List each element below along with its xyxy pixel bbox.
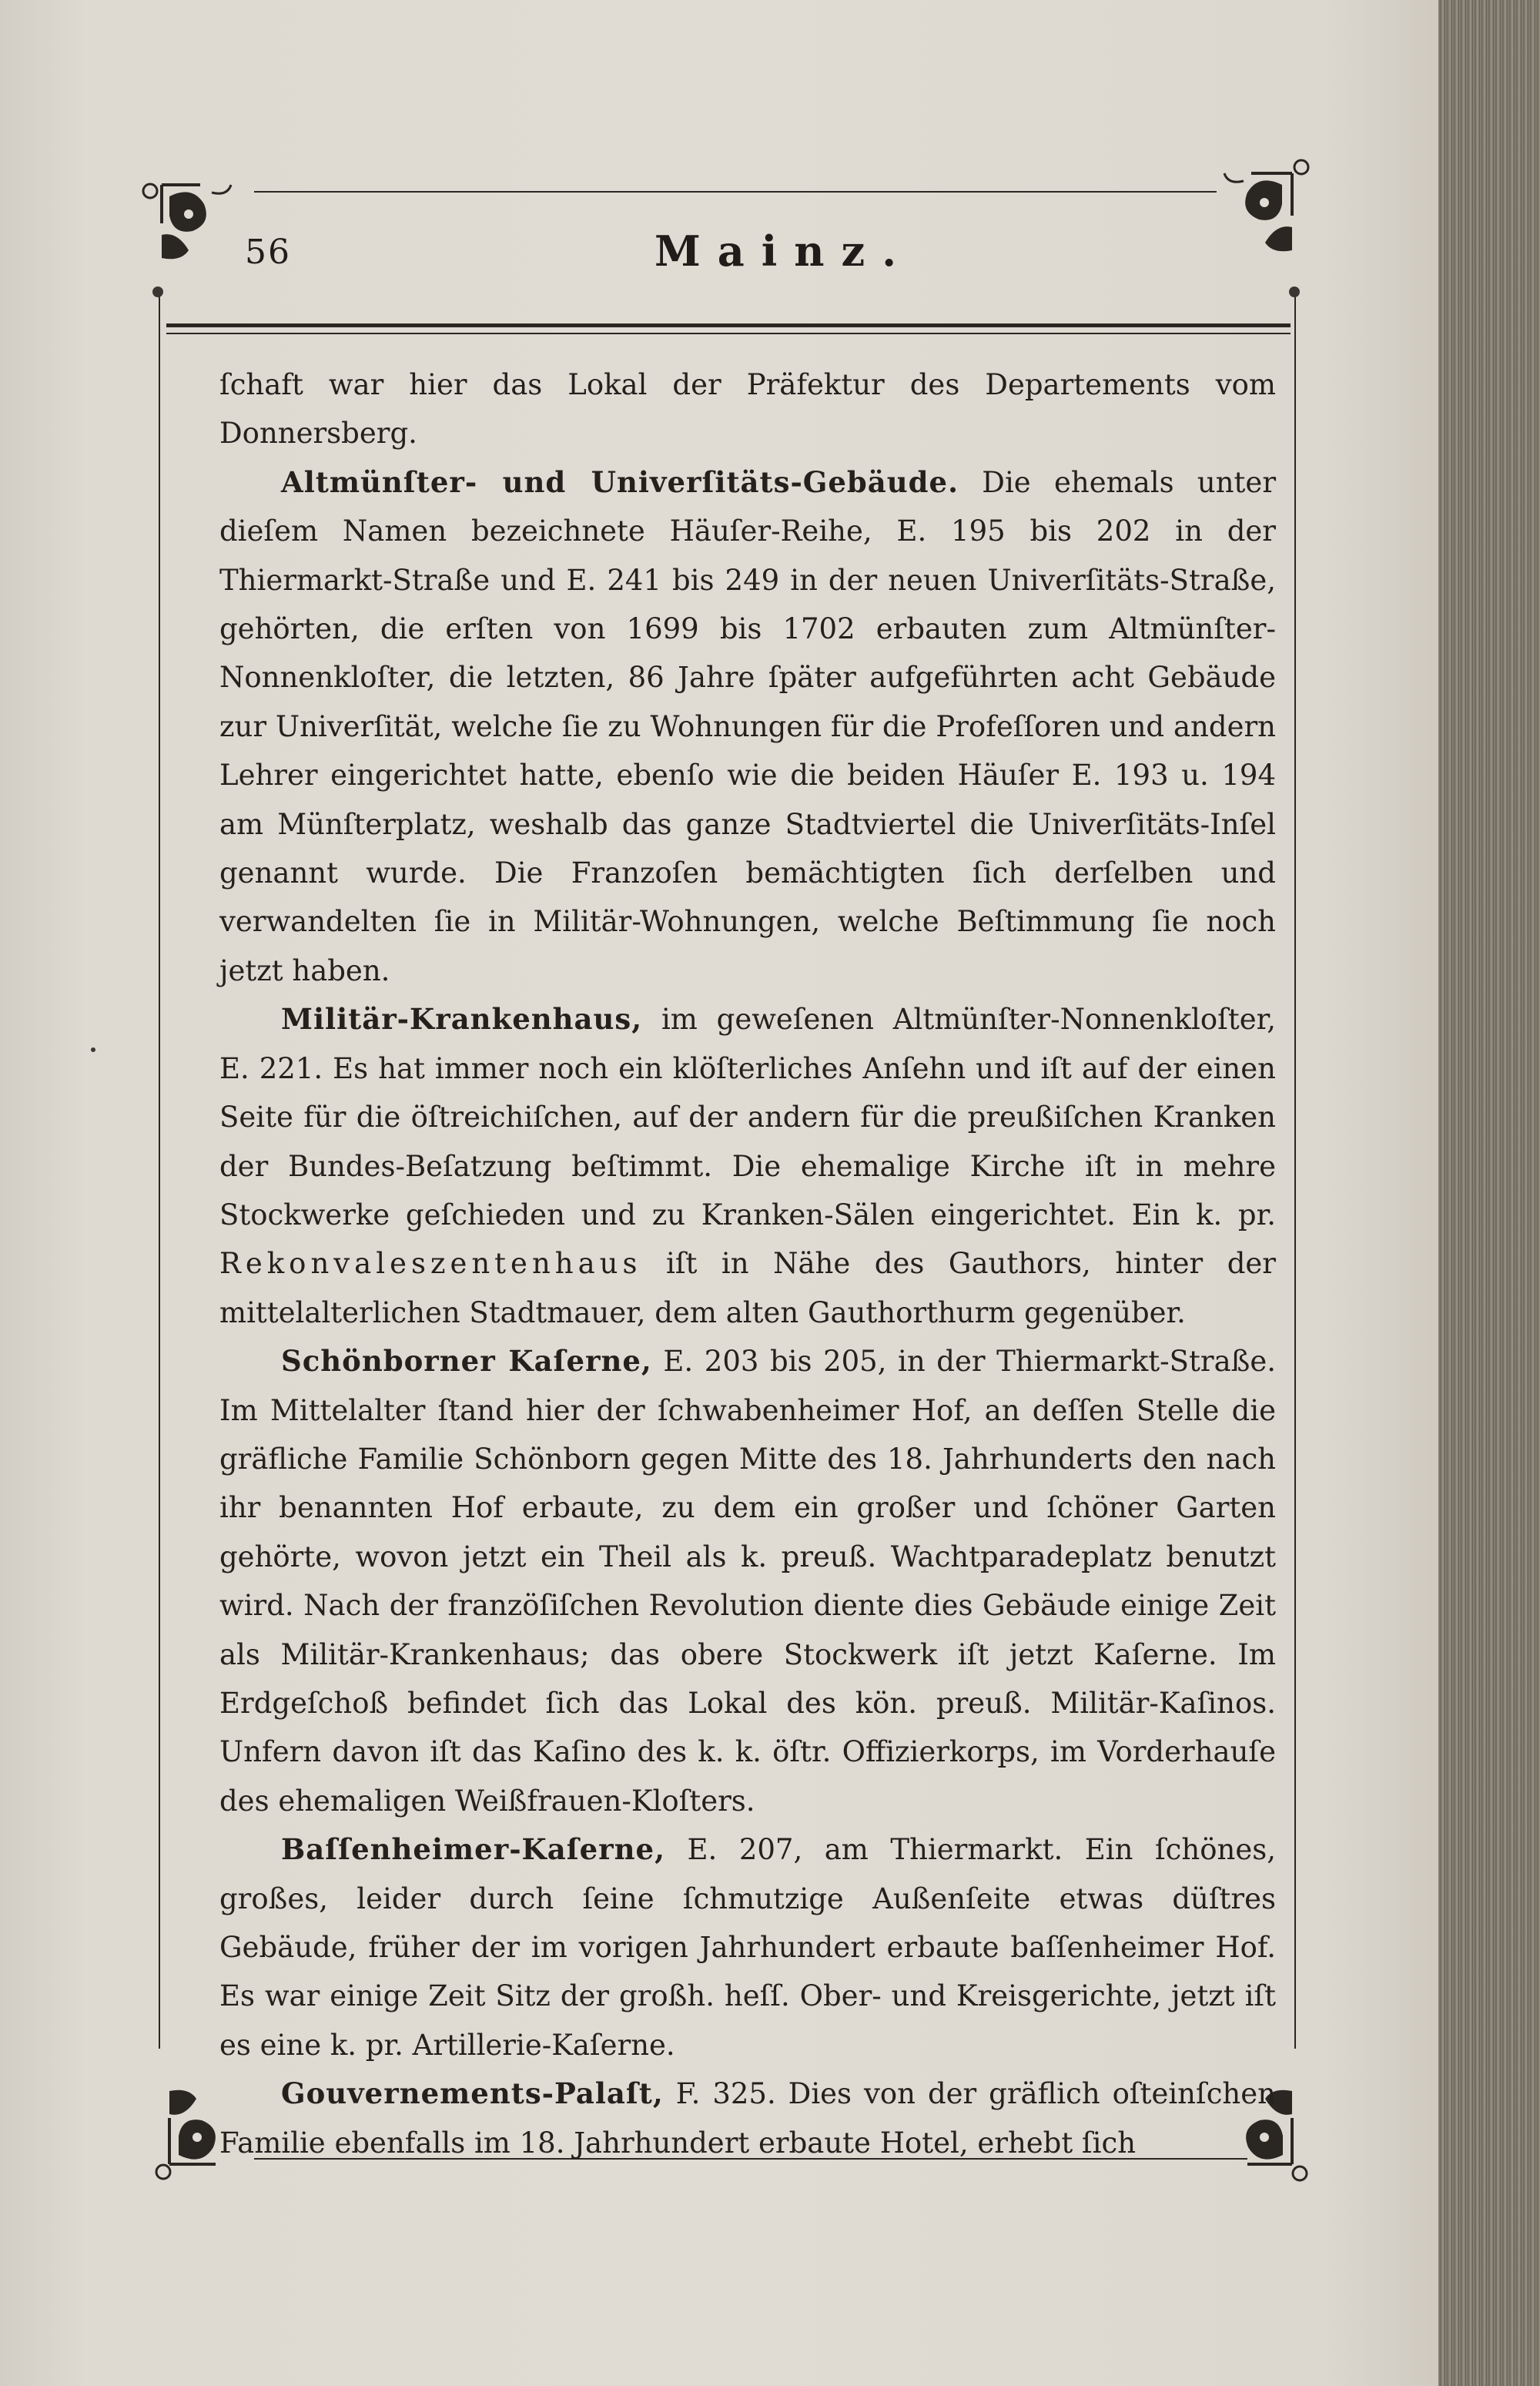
body-text bbox=[219, 360, 1276, 2167]
paragraph-text: im geweſenen Altmünſter-Nonnenkloſter, E. 221. Es hat immer noch ein klöſterliches Anſehn und iſt auf der einen Seite für die öſtreichiſchen, auf der andern für die preußiſchen Kranken der Bundes-Beſatzung beſtimmt. Die ehemalige Kirche iſt in mehre Stockwerke geſchieden und zu Kranken-Sälen eingerichtet. Ein k. pr. bbox=[219, 1003, 1276, 1232]
paragraph-schoenborner-kaserne bbox=[219, 1337, 1276, 1825]
paragraph-text: ſchaft war hier das Lokal der Präfektur des Departements vom Donnersberg. bbox=[219, 368, 1276, 451]
right-frame-line bbox=[1294, 293, 1296, 2049]
paragraph-gouvernements-palast bbox=[219, 2069, 1276, 2167]
paragraph-text-after: iſt in Nähe des Gauthors, hinter der mittelalterlichen Stadtmauer, dem alten Gauthorthurm gegenüber. bbox=[219, 1247, 1276, 1329]
spaced-term: Rekonvaleszentenhaus bbox=[219, 1247, 642, 1281]
header-rule-thin bbox=[166, 333, 1291, 334]
paragraph-heading: Altmünſter- und Univerſitäts-Gebäude. bbox=[281, 464, 959, 499]
page-number: 56 bbox=[245, 233, 291, 272]
paragraph-altmuenster bbox=[219, 458, 1276, 995]
paragraph-heading: Militär-Krankenhaus, bbox=[281, 1002, 643, 1037]
paragraph-heading: Gouvernements-Palaſt, bbox=[281, 2076, 664, 2111]
paragraph-heading: Schönborner Kaſerne, bbox=[281, 1344, 652, 1379]
running-head: Mainz. bbox=[654, 226, 914, 276]
page-header bbox=[0, 223, 1438, 300]
top-frame-line bbox=[254, 191, 1217, 193]
paragraph-militaer-krankenhaus bbox=[219, 995, 1276, 1337]
header-rule-thick bbox=[166, 323, 1291, 327]
paragraph-text: Die ehemals unter dieſem Namen bezeichnete Häuſer-Reihe, E. 195 bis 202 in der Thiermarkt-Straße und E. 241 bis 249 in der neuen Univerſitäts-Straße, gehörten, die erſten von 1699 bis 1702 erbauten zum Altmünſter-Nonnenkloſter, die letzten, 86 Jahre ſpäter aufgeführten acht Gebäude zur Univerſität, welche ſie zu Wohnungen für die Profeſſoren und andern Lehrer eingerichtet hatte, ebenſo wie die beiden Häuſer E. 193 u. 194 am Münſterplatz, weshalb das ganze Stadtviertel die Univerſitäts-Inſel genannt wurde. Die Franzoſen bemächtigten ſich derſelben und verwandelten ſie in Militär-Wohnungen, welche Beſtimmung ſie noch jetzt haben. bbox=[219, 465, 1277, 987]
paragraph-text: F. 325. Dies von der gräflich oſteinſchen Familie ebenfalls im 18. Jahrhundert erbaute Hotel, erhebt ſich bbox=[219, 2077, 1276, 2160]
left-frame-line bbox=[159, 293, 160, 2049]
paragraph-heading: Baſſenheimer-Kaſerne, bbox=[281, 1832, 665, 1867]
paragraph-text: E. 207, am Thiermarkt. Ein ſchönes, großes, leider durch ſeine ſchmutzige Außenſeite etwas düſtres Gebäude, früher der im vorigen Jahrhundert erbaute baſſenheimer Hof. Es war einige Zeit Sitz der großh. heſſ. Ober- und Kreisgerichte, jetzt iſt es eine k. pr. Artillerie-Kaſerne. bbox=[219, 1833, 1276, 2062]
paragraph-text: E. 203 bis 205, in der Thiermarkt-Straße. Im Mittelalter ſtand hier der ſchwabenheimer Hof, an deſſen Stelle die gräfliche Familie Schönborn gegen Mitte des 18. Jahrhunderts den nach ihr benannten Hof erbaute, zu dem ein großer und ſchöner Garten gehörte, wovon jetzt ein Theil als k. preuß. Wachtparadeplatz benutzt wird. Nach der franzöſiſchen Revolution diente dies Gebäude einige Zeit als Militär-Krankenhaus; das obere Stockwerk iſt jetzt Kaſerne. Im Erdgeſchoß befindet ſich das Lokal des kön. preuß. Militär-Kaſinos. Unfern davon iſt das Kaſino des k. k. öſtr. Offizierkorps, im Vorderhauſe des ehemaligen Weißfrauen-Kloſters. bbox=[219, 1345, 1277, 1818]
frame-dot bbox=[91, 1047, 95, 1052]
paragraph-continuation bbox=[219, 360, 1276, 458]
page-edge bbox=[1438, 0, 1540, 2386]
paragraph-bassenheimer-kaserne bbox=[219, 1825, 1276, 2069]
